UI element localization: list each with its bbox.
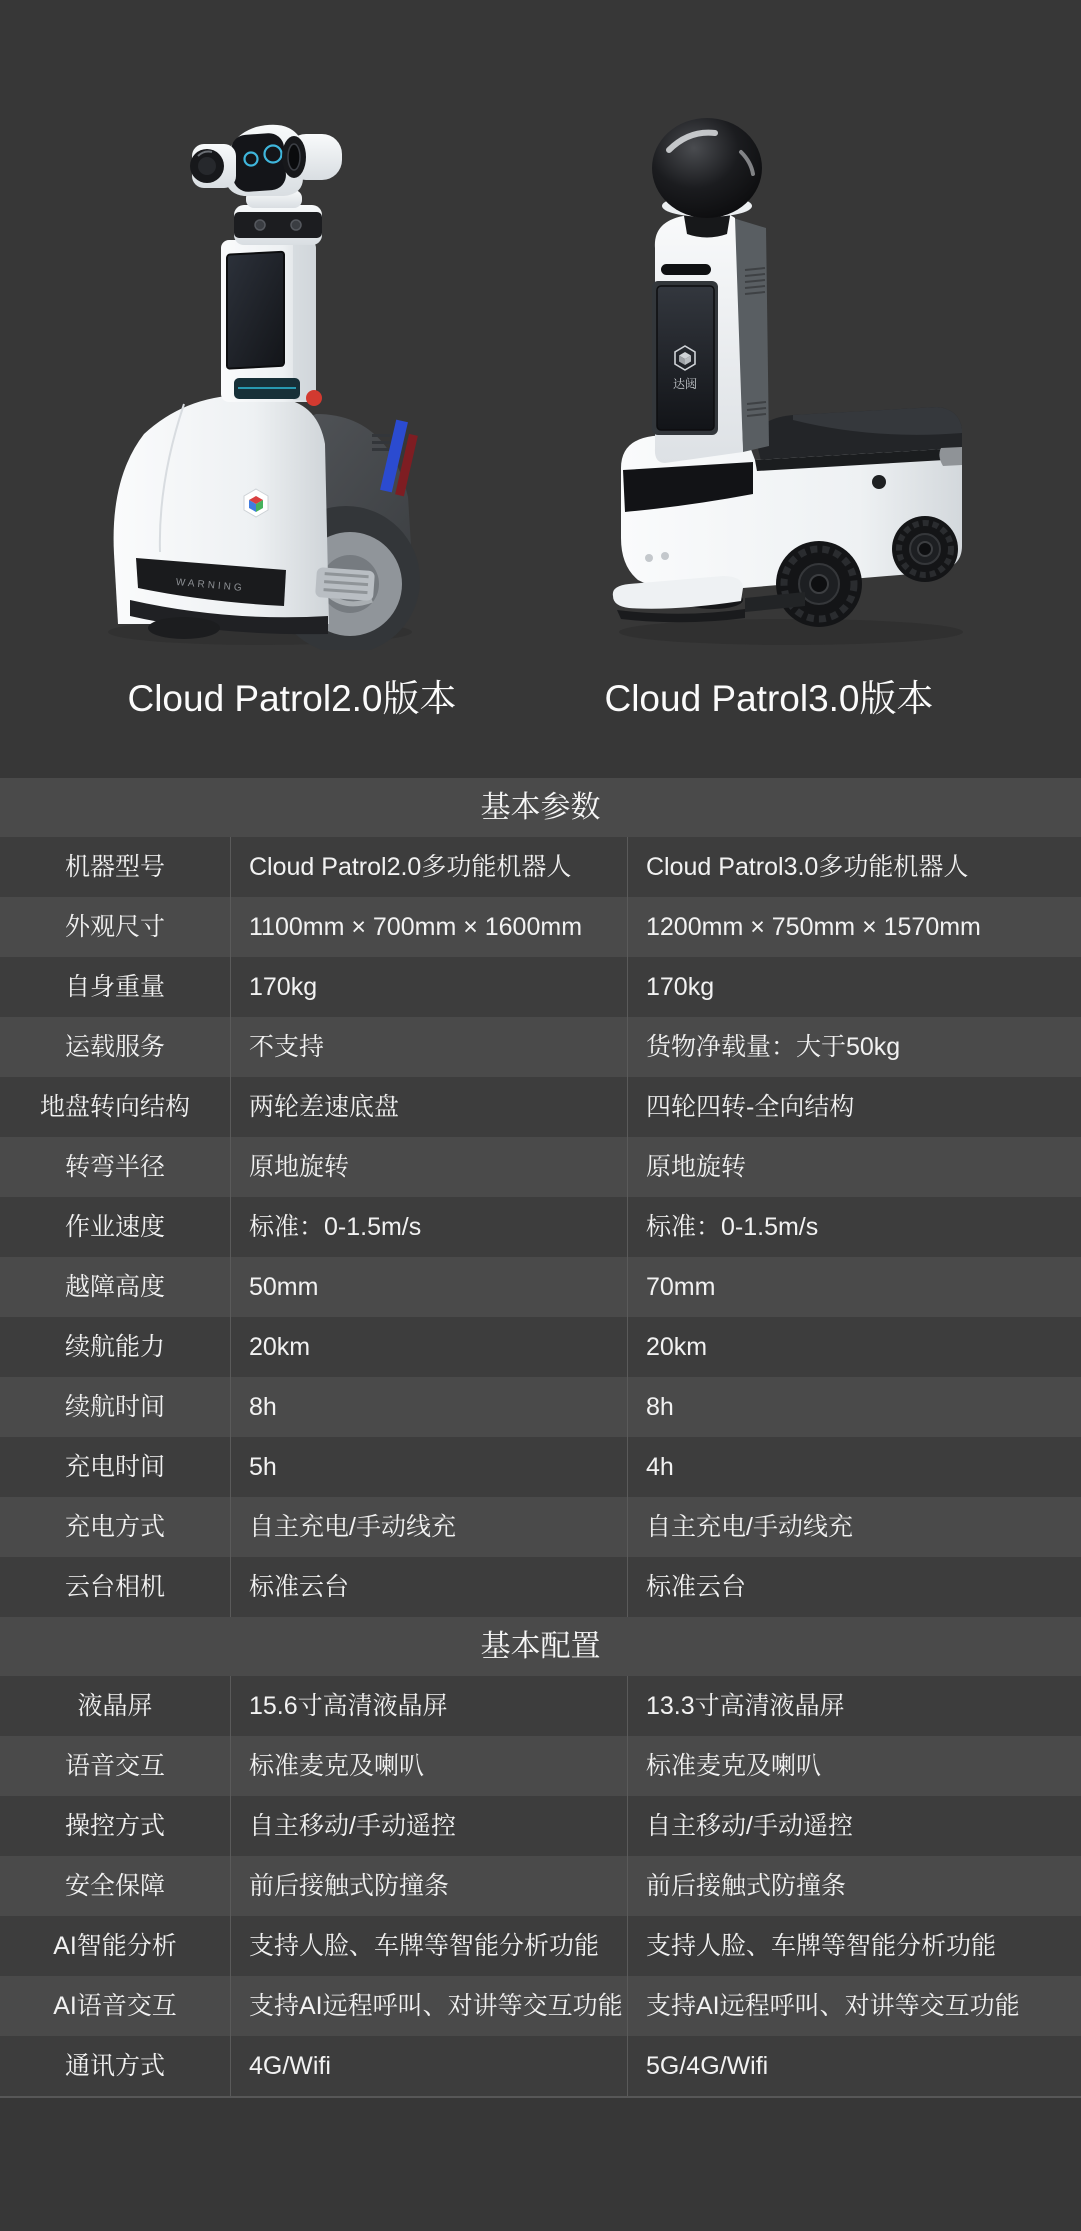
table-row [0, 1976, 1081, 2036]
front-sensor-dot [645, 554, 653, 562]
spec-value-patrol3: Cloud Patrol3.0多功能机器人 [627, 837, 1081, 897]
spec-value-patrol3: 1200mm × 750mm × 1570mm [627, 897, 1081, 957]
spec-label: 充电时间 [64, 1453, 165, 1481]
spec-label: 运载服务 [64, 1033, 165, 1061]
section-header: 基本参数 [0, 778, 1081, 837]
spec-value-patrol2: 标准云台 [230, 1557, 627, 1617]
spec-value-patrol2: 20km [230, 1317, 627, 1377]
rear-wheel [892, 516, 958, 582]
spec-comparison-table [0, 778, 1081, 2098]
table-row [0, 1736, 1081, 1796]
spec-value-patrol2: 原地旋转 [230, 1137, 627, 1197]
camera-face-panel [230, 132, 287, 193]
spec-value-patrol3: 前后接触式防撞条 [627, 1856, 1081, 1916]
spec-value-patrol2: Cloud Patrol2.0多功能机器人 [230, 837, 627, 897]
spec-label: AI智能分析 [53, 1932, 177, 1960]
spec-value-patrol2: 支持人脸、车牌等智能分析功能 [230, 1916, 627, 1976]
spec-label: 自身重量 [64, 973, 165, 1001]
table-row [0, 1856, 1081, 1916]
table-row [0, 1257, 1081, 1317]
spec-value-patrol3: 标准：0-1.5m/s [627, 1197, 1081, 1257]
spec-label: 作业速度 [64, 1213, 165, 1241]
spec-value-patrol3: 货物净载量：大于50kg [627, 1017, 1081, 1077]
table-row [0, 1017, 1081, 1077]
table-row [0, 1497, 1081, 1557]
spec-label: 语音交互 [64, 1752, 165, 1780]
spec-value-patrol2: 支持AI远程呼叫、对讲等交互功能 [230, 1976, 627, 2036]
spec-value-patrol3: 13.3寸高清液晶屏 [627, 1676, 1081, 1736]
spec-value-patrol2: 两轮差速底盘 [230, 1077, 627, 1137]
collar-sensor [255, 220, 265, 230]
spec-value-patrol3: 170kg [627, 957, 1081, 1017]
cloud-patrol-3-robot-image [593, 118, 987, 652]
vent-line [372, 434, 390, 437]
spec-label: 续航能力 [64, 1333, 165, 1361]
table-row [0, 1197, 1081, 1257]
vent-line [372, 441, 390, 444]
spec-value-patrol2: 自主充电/手动线充 [230, 1497, 627, 1557]
spec-label: 续航时间 [64, 1393, 165, 1421]
spec-label: 机器型号 [64, 853, 165, 881]
table-row [0, 957, 1081, 1017]
spec-label: AI语音交互 [53, 1992, 177, 2020]
spec-value-patrol3: 4h [627, 1437, 1081, 1497]
product-photo-area [0, 0, 1081, 778]
front-wheel [776, 541, 862, 627]
spec-value-patrol2: 170kg [230, 957, 627, 1017]
spec-value-patrol2: 50mm [230, 1257, 627, 1317]
spec-value-patrol3: 20km [627, 1317, 1081, 1377]
spec-label: 越障高度 [64, 1273, 165, 1301]
table-row [0, 1437, 1081, 1497]
spec-label: 外观尺寸 [64, 913, 165, 941]
spec-label: 操控方式 [64, 1812, 165, 1840]
spec-value-patrol3: 原地旋转 [627, 1137, 1081, 1197]
spec-label: 安全保障 [64, 1872, 165, 1900]
spec-value-patrol2: 自主移动/手动遥控 [230, 1796, 627, 1856]
table-row [0, 1916, 1081, 1976]
logo-text: 达闼 [672, 377, 698, 391]
collar-sensor [291, 220, 301, 230]
spec-label: 充电方式 [64, 1513, 165, 1541]
product-caption-patrol-2: Cloud Patrol2.0版本 [127, 678, 457, 719]
spec-value-patrol3: 自主移动/手动遥控 [627, 1796, 1081, 1856]
table-row [0, 837, 1081, 897]
spec-label: 液晶屏 [77, 1692, 153, 1720]
table-row [0, 1077, 1081, 1137]
spec-value-patrol2: 标准：0-1.5m/s [230, 1197, 627, 1257]
spec-value-patrol3: 支持AI远程呼叫、对讲等交互功能 [627, 1976, 1081, 2036]
front-wheel [148, 617, 220, 639]
table-row [0, 2036, 1081, 2096]
collar-black-band [234, 212, 322, 238]
section-header: 基本配置 [0, 1617, 1081, 1676]
spec-value-patrol2: 1100mm × 700mm × 1600mm [230, 897, 627, 957]
front-sensor-dot [661, 552, 669, 560]
spec-value-patrol3: 四轮四转-全向结构 [627, 1077, 1081, 1137]
robot-shadow [619, 619, 963, 645]
table-row [0, 1557, 1081, 1617]
emergency-stop-button [306, 390, 322, 406]
spec-value-patrol3: 支持人脸、车牌等智能分析功能 [627, 1916, 1081, 1976]
spec-label: 通讯方式 [64, 2052, 165, 2080]
table-row [0, 897, 1081, 957]
spec-label: 地盘转向结构 [39, 1093, 190, 1121]
spec-value-patrol2: 标准麦克及喇叭 [230, 1736, 627, 1796]
spec-value-patrol2: 15.6寸高清液晶屏 [230, 1676, 627, 1736]
vent-line [372, 448, 390, 451]
table-row [0, 1317, 1081, 1377]
product-caption-patrol-3: Cloud Patrol3.0版本 [604, 678, 934, 719]
spec-value-patrol2: 5h [230, 1437, 627, 1497]
spec-value-patrol2: 4G/Wifi [230, 2036, 627, 2096]
side-camera-port [872, 475, 886, 489]
torso-screen [227, 252, 284, 369]
table-row [0, 1676, 1081, 1736]
table-row [0, 1377, 1081, 1437]
lens-inner [288, 144, 300, 170]
spec-label: 转弯半径 [64, 1153, 165, 1181]
table-row [0, 1796, 1081, 1856]
table-row [0, 1137, 1081, 1197]
tower-sensor-slot [661, 264, 711, 275]
spec-value-patrol3: 标准云台 [627, 1557, 1081, 1617]
spec-value-patrol3: 标准麦克及喇叭 [627, 1736, 1081, 1796]
spec-value-patrol2: 不支持 [230, 1017, 627, 1077]
corner-cap [939, 447, 962, 466]
spec-value-patrol3: 5G/4G/Wifi [627, 2036, 1081, 2096]
warning-label: WARNING [175, 577, 246, 594]
headlight [315, 567, 375, 601]
spec-value-patrol3: 8h [627, 1377, 1081, 1437]
spec-label: 云台相机 [64, 1573, 165, 1601]
spec-value-patrol3: 自主充电/手动线充 [627, 1497, 1081, 1557]
spec-value-patrol2: 前后接触式防撞条 [230, 1856, 627, 1916]
spec-value-patrol2: 8h [230, 1377, 627, 1437]
column-shading [293, 242, 315, 400]
cloud-patrol-2-robot-image [88, 82, 432, 650]
spec-value-patrol3: 70mm [627, 1257, 1081, 1317]
lens-inner [198, 157, 216, 175]
